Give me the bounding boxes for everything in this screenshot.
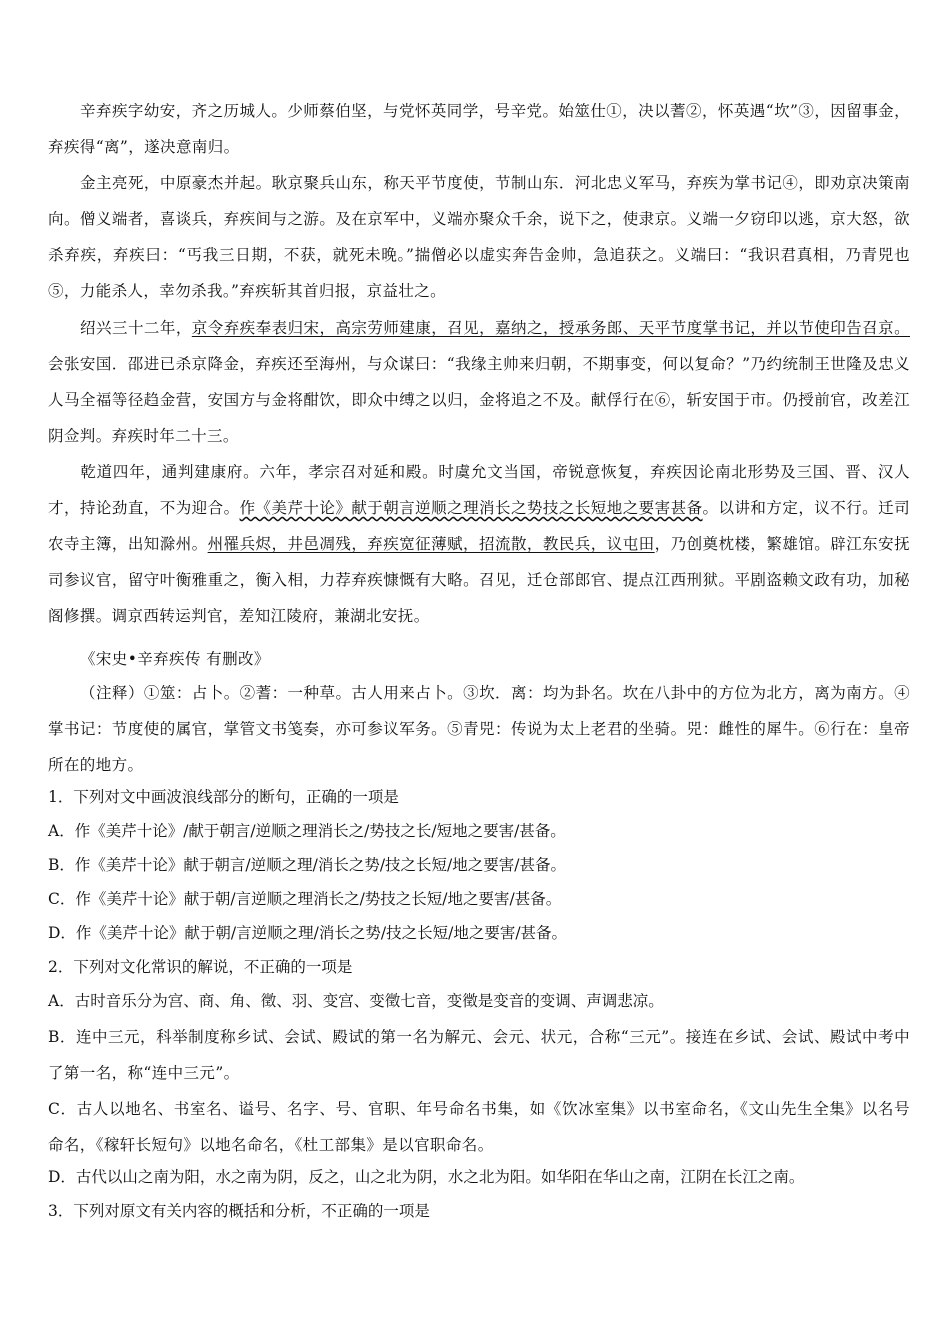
question-1: 1．下列对文中画波浪线部分的断句，正确的一项是 [48,788,399,806]
passage-paragraph-3: 绍兴三十二年，京令弃疾奉表归宋，高宗劳师建康，召见，嘉纳之，授承务郎、天平节度掌书记，并以节使印告召京。会张安国．邵进已杀京降金，弃疾还至海州，与众谋曰：“我缘主帅来归朝，不期事变，何以复命？”乃约统制王世隆及忠义人马全福等径趋金营，安国方与金将酣饮，即众中缚之以归，金将追之不及。献俘行在⑥，斩安国于市。仍授前官，改差江阴佥判。弃疾时年二十三。 [48,319,910,445]
question-2-option-b: B．连中三元，科举制度称乡试、会试、殿试的第一名为解元、会元、状元，合称“三元”。接连在乡试、会试、殿试中考中了第一名，称“连中三元”。 [48,1028,910,1082]
question-1-option-a: A．作《美芹十论》/献于朝言/逆顺之理消长之/势技之长/短地之要害/甚备。 [48,822,566,840]
underlined-sentence: 京令弃疾奉表归宋，高宗劳师建康，召见，嘉纳之，授承务郎、天平节度掌书记，并以节使印告召京。 [191,319,910,337]
underlined-sentence: 州罹兵烬，井邑凋残，弃疾宽征薄赋，招流散，教民兵，议屯田 [207,535,655,553]
passage-notes: （注释）①筮：占卜。②蓍：一种草。古人用来占卜。③坎．离：均为卦名。坎在八卦中的方位为北方，离为南方。④掌书记：节度使的属官，掌管文书笺奏，亦可参议军务。⑤青兕：传说为太上老君的坐骑。兕：雌性的犀牛。⑥行在：皇帝所在的地方。 [48,684,910,774]
wavy-underlined-sentence: 作《美芹十论》献于朝言逆顺之理消长之势技之长短地之要害甚备 [239,499,703,517]
question-1-option-c: C．作《美芹十论》献于朝/言逆顺之理消长之/势技之长短/地之要害/甚备。 [48,890,562,908]
passage-paragraph-1: 辛弃疾字幼安，齐之历城人。少师蔡伯坚，与党怀英同学，号辛党。始筮仕①，决以蓍②，怀英遇“坎”③，因留事金，弃疾得“离”，遂决意南归。 [48,102,910,156]
question-1-option-d: D．作《美芹十论》献于朝/言逆顺之理/消长之势/技之长短/地之要害/甚备。 [48,924,568,942]
passage-source: 《宋史•辛弃疾传 有删改》 [80,650,270,668]
question-2-option-a: A．古时音乐分为宫、商、角、徵、羽、变宫、变徵七音，变徵是变音的变调、声调悲凉。 [48,992,664,1010]
passage-paragraph-4: 乾道四年，通判建康府。六年，孝宗召对延和殿。时虞允文当国，帝锐意恢复，弃疾因论南北形势及三国、晋、汉人才，持论劲直，不为迎合。作《美芹十论》献于朝言逆顺之理消长之势技之长短地之要害甚备。以讲和方定，议不行。迁司农寺主簿，出知滁州。州罹兵烬，井邑凋残，弃疾宽征薄赋，招流散，教民兵，议屯田，乃创奠枕楼，繁雄馆。辟江东安抚司参议官，留守叶衡雅重之，衡入相，力荐弃疾慷慨有大略。召见，迁仓部郎官、提点江西刑狱。平剧盗赖文政有功，加秘阁修撰。调京西转运判官，差知江陵府，兼湖北安抚。 [48,463,910,625]
passage-paragraph-2: 金主亮死，中原豪杰并起。耿京聚兵山东，称天平节度使，节制山东．河北忠义军马，弃疾为掌书记④，即劝京决策南向。僧义端者，喜谈兵，弃疾间与之游。及在京军中，义端亦聚众千余，说下之，使隶京。义端一夕窃印以逃，京大怒，欲杀弃疾，弃疾曰：“丐我三日期，不获，就死未晚。”揣僧必以虚实奔告金帅，急追获之。义端曰：“我识君真相，乃青兕也⑤，力能杀人，幸勿杀我。”弃疾斩其首归报，京益壮之。 [48,174,910,300]
question-2: 2．下列对文化常识的解说，不正确的一项是 [48,958,353,976]
question-2-option-c: C．古人以地名、书室名、谥号、名字、号、官职、年号命名书集，如《饮冰室集》以书室命名，《文山先生全集》以名号命名，《稼轩长短句》以地名命名，《杜工部集》是以官职命名。 [48,1100,910,1154]
question-1-option-b: B．作《美芹十论》献于朝言/逆顺之理/消长之势/技之长短/地之要害/甚备。 [48,856,567,874]
question-3: 3．下列对原文有关内容的概括和分析，不正确的一项是 [48,1202,430,1220]
question-2-option-d: D．古代以山之南为阳，水之南为阴，反之，山之北为阴，水之北为阳。如华阳在华山之南，江阴在长江之南。 [48,1168,805,1186]
